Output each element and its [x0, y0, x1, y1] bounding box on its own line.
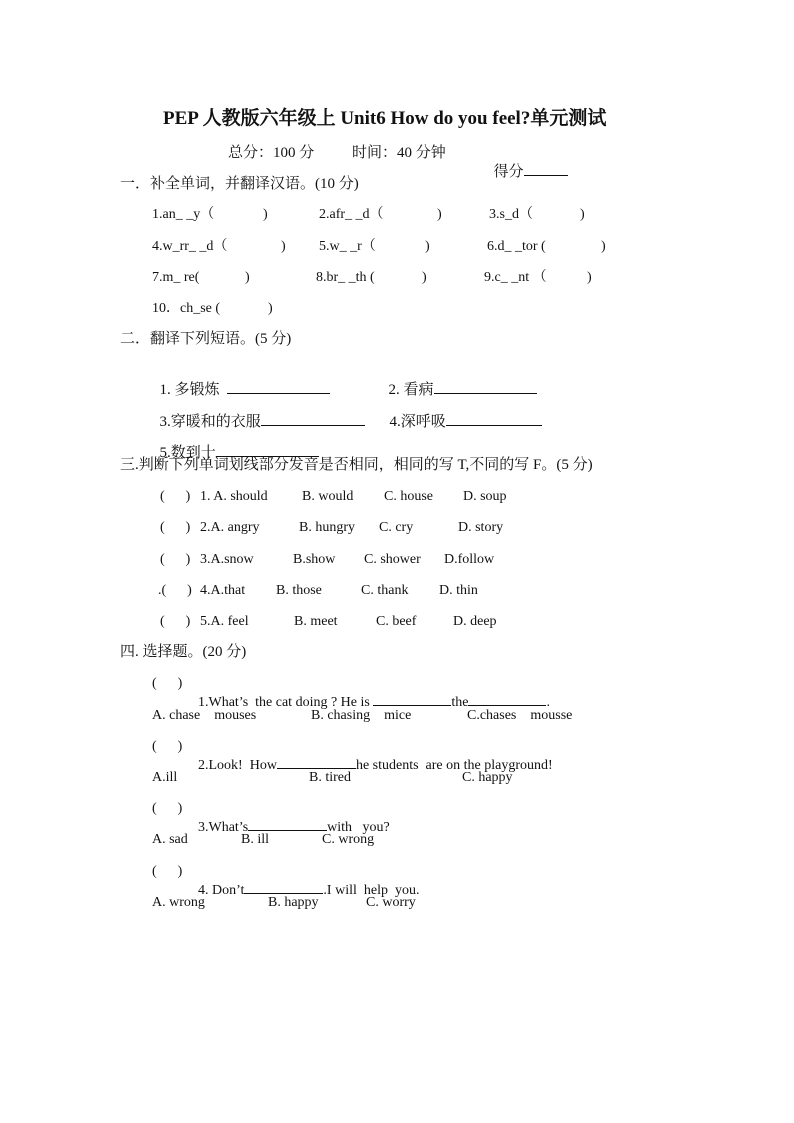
word-item: 4.w_rr_ _d（ [152, 239, 228, 254]
question-text: 2.Look! How [198, 758, 277, 773]
option-b: B. chasing mice [311, 708, 412, 723]
answer-blank[interactable] [434, 379, 537, 394]
word-item: 7.m_ re( [152, 270, 200, 285]
bracket-close: ) [268, 301, 273, 316]
option-c: C. happy [462, 770, 513, 785]
answer-bracket[interactable]: ( ) [160, 520, 191, 535]
section2-heading: 二．翻译下列短语。(5 分) [120, 331, 292, 347]
answer-bracket[interactable]: ( ) [152, 739, 183, 754]
section1-heading: 一．补全单词，并翻译汉语。(10 分) [120, 176, 359, 192]
bracket-close: ) [245, 270, 250, 285]
answer-blank[interactable] [468, 691, 546, 706]
option-c: C. worry [366, 895, 416, 910]
answer-blank[interactable] [277, 754, 356, 769]
option-b: B. meet [294, 614, 338, 629]
phrase-label: 5.数到十 [159, 445, 216, 461]
option-b: B.show [293, 552, 336, 567]
answer-blank[interactable] [216, 442, 319, 457]
answer-bracket[interactable]: ( ) [160, 552, 191, 567]
phrase-item [381, 364, 537, 398]
bracket-close: ) [425, 239, 430, 254]
option-a: 2.A. angry [200, 520, 260, 535]
page-title: PEP 人教版六年级上 Unit6 How do you feel?单元测试 [163, 108, 607, 129]
option-a: A.ill [152, 770, 178, 785]
answer-bracket[interactable]: ( ) [152, 864, 183, 879]
option-a: A. chase mouses [152, 708, 257, 723]
question-text: 3.What’s [198, 820, 249, 835]
score-blank[interactable] [524, 161, 568, 176]
option-c: C. house [384, 489, 433, 504]
phrase-item [382, 396, 542, 430]
answer-bracket[interactable]: ( ) [152, 801, 183, 816]
option-c: C. cry [379, 520, 414, 535]
answer-bracket[interactable]: ( ) [152, 676, 183, 691]
answer-blank[interactable] [446, 411, 542, 426]
option-d: D. story [458, 520, 504, 535]
option-d: D.follow [444, 552, 495, 567]
question-text: the [451, 695, 469, 710]
word-item: 9.c_ _nt （ [484, 270, 547, 285]
word-item: 8.br_ _th ( [316, 270, 375, 285]
word-item: 5.w_ _r（ [319, 239, 376, 254]
option-b: B. happy [268, 895, 319, 910]
answer-bracket[interactable]: ( ) [160, 614, 191, 629]
answer-blank[interactable] [227, 379, 330, 394]
phrase-label: 4.深呼吸 [389, 414, 446, 430]
option-b: B. hungry [299, 520, 355, 535]
question-text: with you? [327, 820, 390, 835]
time-limit: 时间：40 分钟 [352, 145, 446, 161]
phrase-item [152, 396, 365, 430]
bracket-close: ) [437, 207, 442, 222]
option-a: 1. A. should [200, 489, 268, 504]
option-c: C. shower [364, 552, 421, 567]
option-c: C. wrong [322, 832, 375, 847]
question-3 [191, 802, 390, 835]
option-a: 4.A.that [200, 583, 246, 598]
question-text: .I will help you. [323, 883, 420, 898]
total-score: 总分：100 分 [228, 145, 315, 161]
word-item: 3.s_d（ [489, 207, 533, 222]
word-item: 10．ch_se ( [152, 301, 221, 316]
bracket-close: ) [601, 239, 606, 254]
word-item: 6.d_ _tor ( [487, 239, 546, 254]
answer-blank[interactable] [244, 879, 323, 894]
phrase-item [152, 364, 330, 398]
phrase-label: 1. 多锻炼 [159, 382, 220, 398]
section3-heading: 三.判断下列单词划线部分发音是否相同，相同的写 T,不同的写 F。(5 分) [120, 457, 593, 473]
answer-bracket[interactable]: .( ) [158, 583, 192, 598]
phrase-item [152, 427, 319, 461]
answer-blank[interactable] [373, 691, 451, 706]
option-b: B. would [302, 489, 354, 504]
option-a: 5.A. feel [200, 614, 249, 629]
score-field [486, 146, 568, 180]
question-text: 4. Don’t [198, 883, 245, 898]
question-text: he students are on the playground! [355, 758, 553, 773]
option-a: 3.A.snow [200, 552, 254, 567]
bracket-close: ) [580, 207, 585, 222]
score-label: 得分 [493, 164, 524, 180]
phrase-label: 3.穿暖和的衣服 [159, 414, 261, 430]
section4-heading: 四. 选择题。(20 分) [120, 644, 247, 660]
word-item: 2.afr_ _d（ [319, 207, 384, 222]
bracket-close: ) [422, 270, 427, 285]
phrase-label: 2. 看病 [388, 382, 434, 398]
bracket-close: ) [587, 270, 592, 285]
question-text: . [546, 695, 550, 710]
option-c: C. beef [376, 614, 417, 629]
answer-blank[interactable] [248, 816, 327, 831]
word-item: 1.an_ _y（ [152, 207, 215, 222]
answer-blank[interactable] [261, 411, 365, 426]
option-d: D. soup [463, 489, 507, 504]
option-c: C. thank [361, 583, 409, 598]
option-b: B. ill [241, 832, 270, 847]
bracket-close: ) [263, 207, 268, 222]
question-1 [191, 677, 550, 710]
option-c: C.chases mousse [467, 708, 573, 723]
option-a: A. sad [152, 832, 188, 847]
question-text: 1.What’s the cat doing ? He is [198, 695, 370, 710]
option-a: A. wrong [152, 895, 205, 910]
option-d: D. thin [439, 583, 478, 598]
question-2 [191, 740, 553, 773]
option-b: B. tired [309, 770, 351, 785]
bracket-close: ) [281, 239, 286, 254]
option-d: D. deep [453, 614, 497, 629]
option-b: B. those [276, 583, 322, 598]
answer-bracket[interactable]: ( ) [160, 489, 191, 504]
question-4 [191, 865, 419, 898]
